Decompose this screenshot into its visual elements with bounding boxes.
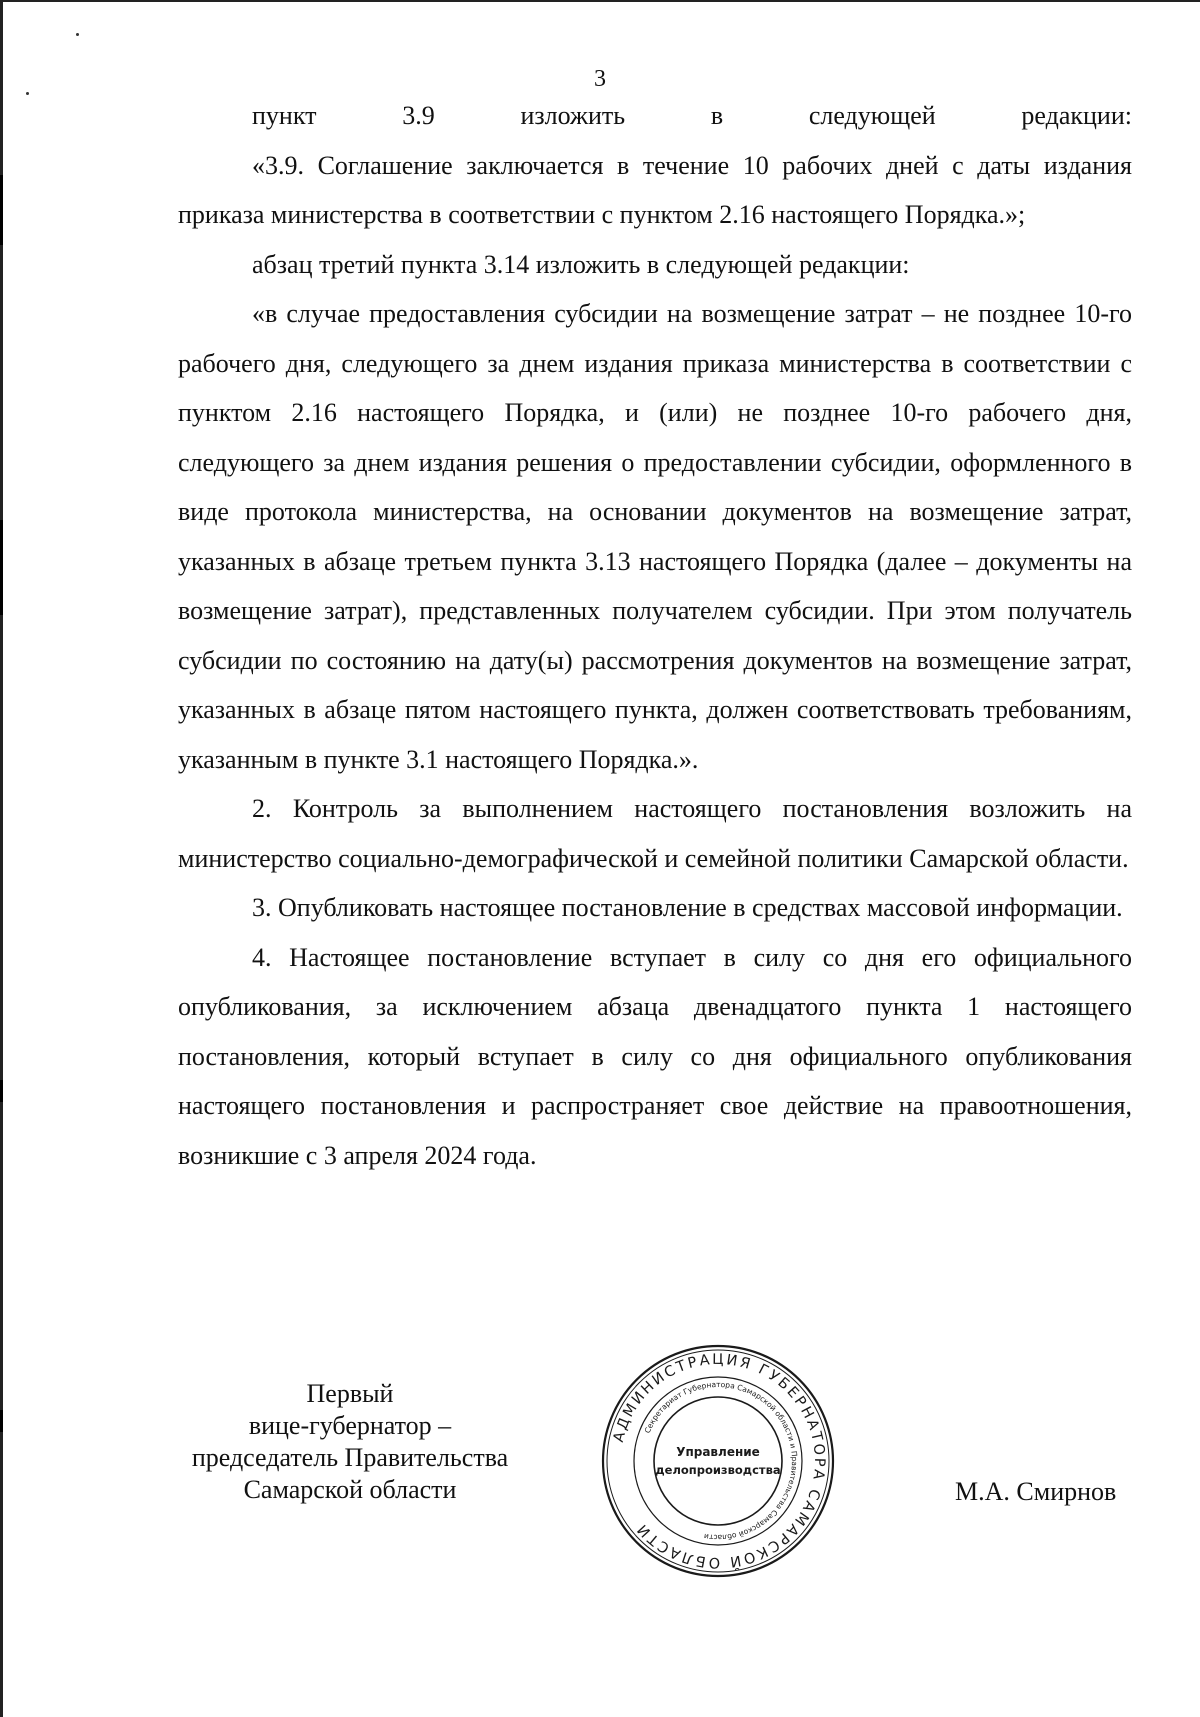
scan-mark: [0, 175, 3, 245]
seal-outer-text: АДМИНИСТРАЦИЯ ГУБЕРНАТОРА САМАРСКОЙ ОБЛАСТИ: [610, 1351, 828, 1571]
official-seal: [600, 1343, 836, 1579]
scan-mark: [0, 1080, 3, 1102]
scan-mark: [0, 1410, 3, 1432]
signatory-title-line: Первый: [306, 1379, 394, 1408]
signer-name: М.А. Смирнов: [955, 1477, 1117, 1506]
paragraph: 3. Опубликовать настоящее постановление в средствах массовой информации.: [252, 893, 1123, 922]
seal-center-line: Управление: [676, 1445, 760, 1459]
paragraph: 4. Настоящее постановление вступает в силу со дня его официального опубликования, за исключением абзаца двенадцатого пункта 1 настоящего постановления, который вступает в силу со дня официального опубликования настоящего постановления и распространяет свое действие на правоотношения, возникшие с 3 апреля 2024 года.: [178, 942, 1132, 1170]
paragraph: абзац третий пункта 3.14 изложить в следующей редакции:: [252, 249, 910, 279]
paragraph: «в случае предоставления субсидии на возмещение затрат – не позднее 10-го рабочего дня, следующего за днем издания приказа министерства в соответствии с пунктом 2.16 настоящего Порядка, и (или) не позднее 10-го рабочего дня, следующего за днем издания решения о предоставлении субсидии, оформленного в виде протокола министерства, на основании документов на возмещение затрат, указанных в абзаце третьем пункта 3.13 настоящего Порядка (далее – документы на возмещение затрат), представленных получателем субсидии. При этом получатель субсидии по состоянию на дату(ы) рассмотрения документов на возмещение затрат, указанных в абзаце пятом настоящего пункта, должен соответствовать требованиям, указанным в пункте 3.1 настоящего Порядка.».: [178, 299, 1132, 774]
paragraph: «3.9. Соглашение заключается в течение 10 рабочих дней с даты издания приказа министерства в соответствии с пунктом 2.16 настоящего Порядка.»;: [178, 150, 1132, 229]
scan-edge-top: [0, 0, 1200, 2]
document-body: [178, 91, 1132, 1180]
paragraph: пункт 3.9 изложить в следующей редакции:: [252, 101, 1132, 130]
scan-edge-left: [0, 0, 3, 1717]
signatory-title: [170, 1378, 530, 1506]
scan-speck: [76, 33, 79, 36]
seal-center-line: делопроизводства: [655, 1463, 781, 1477]
page-number: 3: [594, 66, 606, 92]
scan-mark: [0, 520, 3, 615]
seal-middle-ring: [634, 1377, 802, 1545]
seal-inner-text: Секретариат Губернатора Самарской области и Правительства Самарской области: [642, 1379, 800, 1543]
signatory-title-line: вице-губернатор –: [248, 1411, 452, 1440]
paragraph: 2. Контроль за выполнением настоящего постановления возложить на министерство социально-демографической и семейной политики Самарской области.: [178, 794, 1132, 873]
seal-inner-ring: [654, 1397, 782, 1525]
signatory-title-line: Самарской области: [243, 1475, 457, 1504]
signatory-title-line: председатель Правительства: [191, 1443, 509, 1472]
